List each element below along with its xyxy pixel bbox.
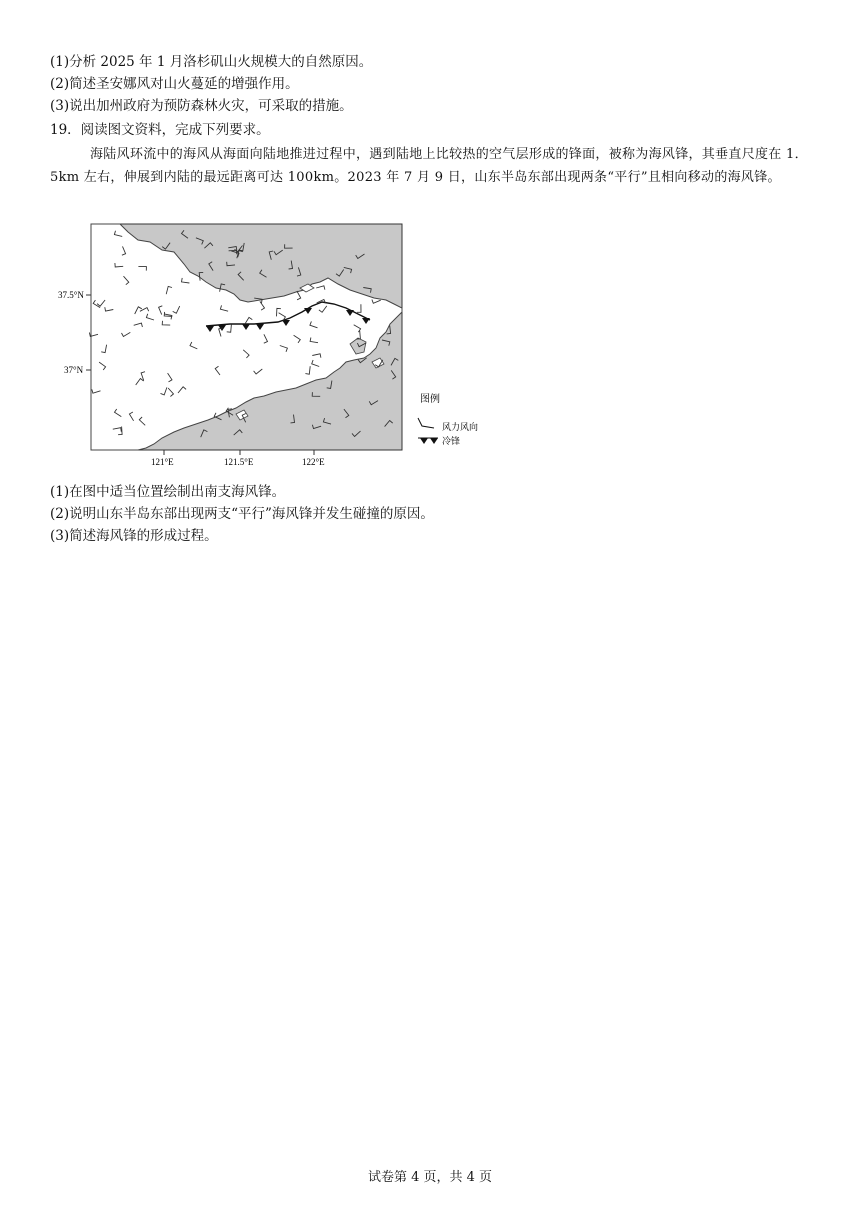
q18-sub3: (3)说出加州政府为预防森林火灾，可采取的措施。 bbox=[50, 98, 353, 114]
lon-label-122: 122°E bbox=[302, 457, 325, 467]
q18-sub1: (1)分析 2025 年 1 月洛杉矶山火规模大的自然原因。 bbox=[50, 54, 373, 70]
legend-wind-symbol bbox=[418, 418, 434, 428]
lon-label-121-5: 121.5°E bbox=[224, 457, 254, 467]
q18-sub2: (2)简述圣安娜风对山火蔓延的增强作用。 bbox=[50, 76, 299, 92]
q19-sub1: (1)在图中适当位置绘制出南支海风锋。 bbox=[50, 484, 286, 500]
lat-label-37-5: 37.5°N bbox=[58, 290, 84, 300]
q19-sub2: (2)说明山东半岛东部出现两支“平行”海风锋并发生碰撞的原因。 bbox=[50, 506, 434, 522]
legend-front-label: 冷锋 bbox=[442, 436, 461, 446]
legend-wind-label: 风力风向 bbox=[442, 422, 479, 432]
sea-breeze-front-map bbox=[50, 212, 510, 474]
q19-sub3: (3)简述海风锋的形成过程。 bbox=[50, 528, 218, 544]
page-footer: 试卷第 4 页，共 4 页 bbox=[367, 1170, 493, 1185]
q19-header: 19．阅读图文资料，完成下列要求。 bbox=[50, 122, 270, 138]
lat-label-37: 37°N bbox=[64, 365, 84, 375]
lon-label-121: 121°E bbox=[151, 457, 174, 467]
legend-cold-front-symbol bbox=[418, 438, 438, 444]
legend-title: 图例 bbox=[420, 394, 440, 405]
q19-paragraph: 海陆风环流中的海风从海面向陆地推进过程中，遇到陆地上比较热的空气层形成的锋面，被称为海风锋，其垂直尺度在 1．5km 左右，伸展到内陆的最远距离可达 100km。2023 年 7 月 9 日，山东半岛东部出现两条“平行”且相向移动的海风锋。 bbox=[50, 147, 808, 185]
